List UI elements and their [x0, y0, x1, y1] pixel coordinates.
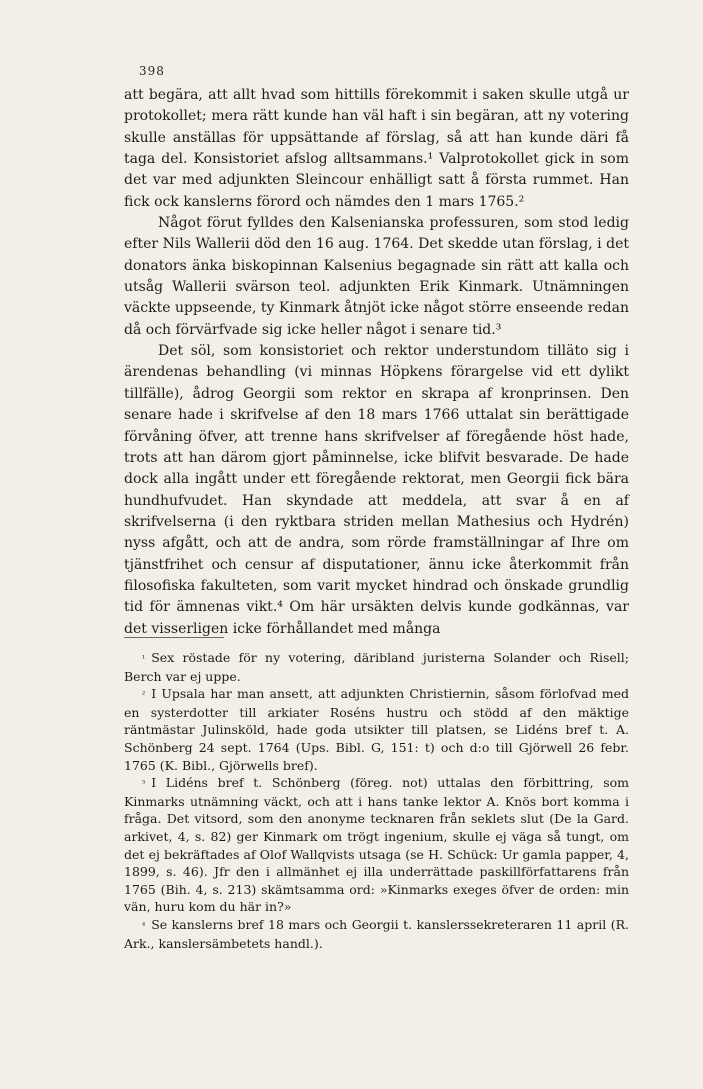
paragraph: att begära, att allt hvad som hittills förekommit i saken skulle utgå ur protokollet; mera rätt kunde han väl haft i sin begäran, att ny votering skulle anställas för uppsättande af förslag, så att han kunde däri få taga del. Konsistoriet afslog alltsammans.¹ Valprotokollet gick in som det var med adjunkten Sleincour enhälligt satt å första rummet. Han fick ock kanslerns förord och nämdes den 1 mars 1765.² [124, 87, 629, 210]
footnote [124, 774, 629, 916]
footnote-text: Sex röstade för ny votering, däribland juristerna Solander och Risell; Berch var ej uppe. [124, 650, 629, 684]
footnote [124, 649, 629, 685]
paragraph: Något förut fylldes den Kalsenianska professuren, som stod ledig efter Nils Wallerii död den 16 aug. 1764. Det skedde utan förslag, i det donators änka biskopinnan Kalsenius begagnade sin rätt att kalla och utsåg Wallerii svärson teol. adjunkten Erik Kinmark. Utnämningen väckte uppseende, ty Kinmark åtnjöt icke något större enseende redan då och förvärfvade sig icke heller något i senare tid.³ [124, 215, 629, 338]
footnote-marker: ³ [142, 779, 146, 789]
footnote-divider [124, 637, 224, 638]
main-text [124, 85, 629, 640]
footnote-marker: ¹ [142, 654, 146, 663]
footnote-text: I Lidéns bref t. Schönberg (föreg. not) uttalas den förbittring, som Kinmarks utnämning väckt, och att i hans tanke lektor A. Knös bort komma i fråga. Det vitsord, som den anonyme tecknaren från seklets slut (De la Gard. arkivet, 4, s. 82) ger Kinmark om trögt ingenium, skulle ej väga så tungt, om det ej bekräftades af Olof Wallqvists utsaga (se H. Schück: Ur gamla papper, 4, 1899, s. 46). Jfr den i allmänhet ej illa underrättade paskillförfattarens från 1765 (Bih. 4, s. 213) skämtsamma ord: »Kinmarks exeges öfver de orden: min vän, huru kom du här in?» [124, 775, 629, 915]
footnote-marker: ² [142, 690, 146, 700]
footnote-marker: ⁴ [142, 920, 146, 930]
footnote-text: I Upsala har man ansett, att adjunkten Christiernin, såsom förlofvad med en systerdotter till arkiater Roséns hustru och stödd af den mäktige räntmästar Julinsköld, hade goda utsikter till platsen, se Lidéns bref t. A. Schönberg 24 sept. 1764 (Ups. Bibl. G, 151: t) och d:o till Gjörwell 26 febr. 1765 (K. Bibl., Gjörwells bref). [124, 686, 629, 773]
paragraph: Det söl, som konsistoriet och rektor understundom tilläto sig i ärendenas behandling (vi minnas Höpkens förargelse vid ett dylikt tillfälle), ådrog Georgii som rektor en skrapa af kronprinsen. Den senare hade i skrifvelse af den 18 mars 1766 uttalat sin berättigade förvåning öfver, att trenne hans skrifvelser af föregående höst hade, trots att han därom gjort påminnelse, icke blifvit besvarade. De hade dock alla ingått under ett föregående rektorat, men Georgii fick bära hundhufvudet. Han skyndade att meddela, att svar å en af skrifvelserna (i den ryktbara striden mellan Mathesius och Hydrén) nyss afgått, och att de andra, som rörde framställningar af Ihre om tjänstfrihet och censur af disputationer, ännu icke återkommit från filosofiska fakulteten, som varit mycket hindrad och önskade grundlig tid för ämnenas vikt.⁴ Om här ursäkten delvis kunde godkännas, var det visserligen icke förhållandet med många [124, 343, 629, 637]
footnote-text: Se kanslerns bref 18 mars och Georgii t. kanslerssekreteraren 11 april (R. Ark., kanslersämbetets handl.). [124, 916, 629, 951]
footnote [124, 916, 629, 952]
footnote [124, 685, 629, 774]
page-number: 398 [139, 64, 165, 78]
footnotes [124, 649, 629, 952]
